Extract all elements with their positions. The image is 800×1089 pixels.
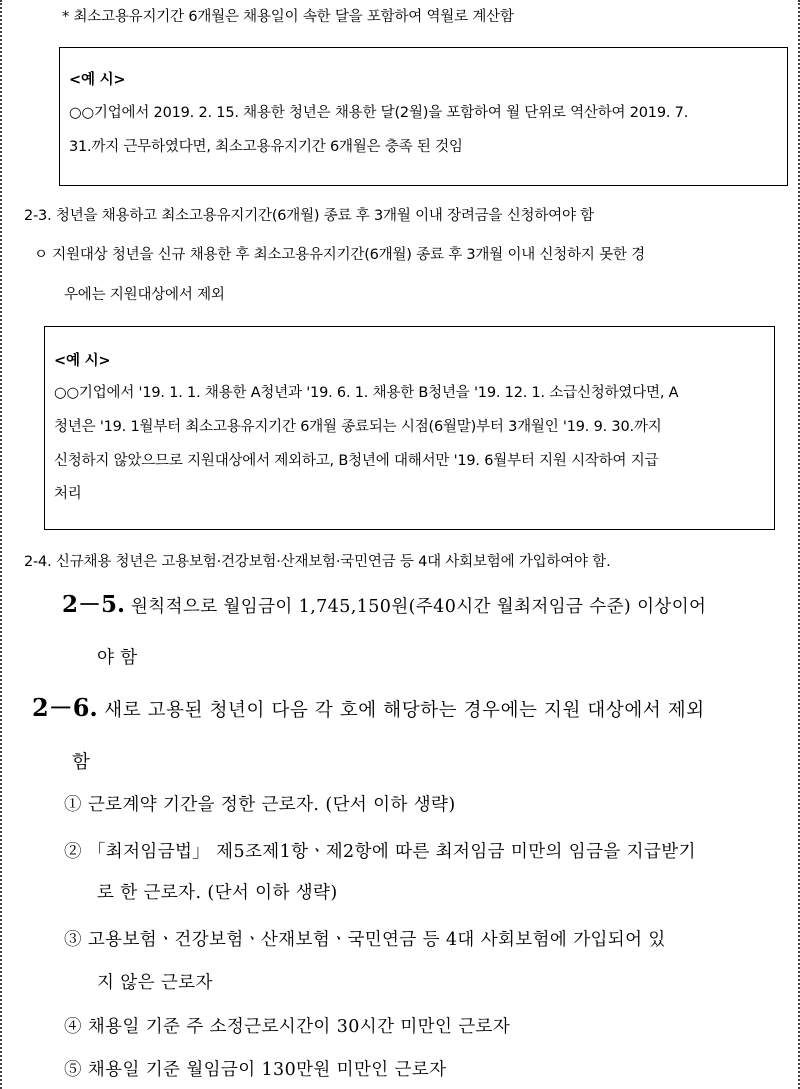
example-box-2-line-2: 청년은 '19. 1월부터 최소고용유지기간 6개월 종료되는 시점(6월말)부터 3개월인 '19. 9. 30.까지 [54,419,662,435]
sub-item-2-text: 「최저임금법」 제5조제1항ㆍ제2항에 따른 최저임금 미만의 임금을 지급받기 [87,842,696,862]
example-box-1-title: <예 시> [69,72,126,88]
sub-item-5-mark: ⑤ [64,1060,82,1080]
example-box-1-line-1: ○○기업에서 2019. 2. 15. 채용한 청년은 채용한 달(2월)을 포함하여 월 단위로 역산하여 2019. 7. [69,105,689,121]
item-2-4: 2-4. 신규채용 청년은 고용보험·건강보험·산재보험·국민연금 등 4대 사회보험에 가입하여야 함. [24,554,611,570]
sub-item-4-text: 채용일 기준 주 소정근로시간이 30시간 미만인 근로자 [87,1017,511,1037]
example-box-2-line-3: 신청하지 않았으므로 지원대상에서 제외하고, B청년에 대해서만 '19. 6월부터 지원 시작하여 지급 [54,453,659,469]
item-2-5-line-2: 야 함 [97,648,138,668]
item-2-3-bullet-line-1: ㅇ 지원대상 청년을 신규 채용한 후 최소고용유지기간(6개월) 종료 후 3개월 이내 신청하지 못한 경 [34,247,645,263]
item-2-6-number: 2－6. [32,693,98,722]
sub-item-3-text: 고용보험ㆍ건강보험ㆍ산재보험ㆍ국민연금 등 4대 사회보험에 가입되어 있 [87,930,666,950]
sub-item-4 [64,1014,510,1040]
sub-item-2 [64,839,696,865]
sub-item-1-text: 근로계약 기간을 정한 근로자. (단서 이하 생략) [87,795,456,815]
example-box-2-title: <예 시> [54,353,111,369]
sub-item-5 [64,1057,446,1083]
sub-item-5-text: 채용일 기준 월임금이 130만원 미만인 근로자 [87,1060,447,1080]
sub-item-2-mark: ② [64,842,82,862]
example-box-2-line-1: ○○기업에서 '19. 1. 1. 채용한 A청년과 '19. 6. 1. 채용한 B청년을 '19. 12. 1. 소급신청하였다면, A [54,385,679,401]
item-2-6-line-2: 함 [72,752,91,773]
note-top: * 최소고용유지기간 6개월은 채용일이 속한 달을 포함하여 역월로 계산함 [62,9,514,25]
example-box-1-line-2: 31.까지 근무하였다면, 최소고용유지기간 6개월은 충족 된 것임 [69,139,463,155]
sub-item-1 [64,792,456,818]
item-2-5-text: 원칙적으로 월임금이 1,745,150원(주40시간 월최저임금 수준) 이상이어 [130,597,707,617]
sub-item-3-mark: ③ [64,930,82,950]
item-2-6-text: 새로 고용된 청년이 다음 각 호에 해당하는 경우에는 지원 대상에서 제외 [104,700,705,721]
item-2-3-heading: 2-3. 청년을 채용하고 최소고용유지기간(6개월) 종료 후 3개월 이내 장려금을 신청하여야 함 [24,208,594,224]
item-2-5-number: 2－5. [62,591,126,618]
example-box-2-line-4: 처리 [54,486,82,502]
item-2-5-line-1 [62,592,706,620]
sub-item-3 [64,927,666,953]
example-box-1 [59,47,788,186]
example-box-2 [44,326,775,530]
sub-item-1-mark: ① [64,795,82,815]
item-2-6-line-1 [32,694,705,725]
item-2-3-bullet-line-2: 우에는 지원대상에서 제외 [64,287,225,303]
sub-item-2-line-2: 로 한 근로자. (단서 이하 생략) [97,883,338,903]
sub-item-4-mark: ④ [64,1017,82,1037]
sub-item-3-line-2: 지 않은 근로자 [97,973,213,993]
